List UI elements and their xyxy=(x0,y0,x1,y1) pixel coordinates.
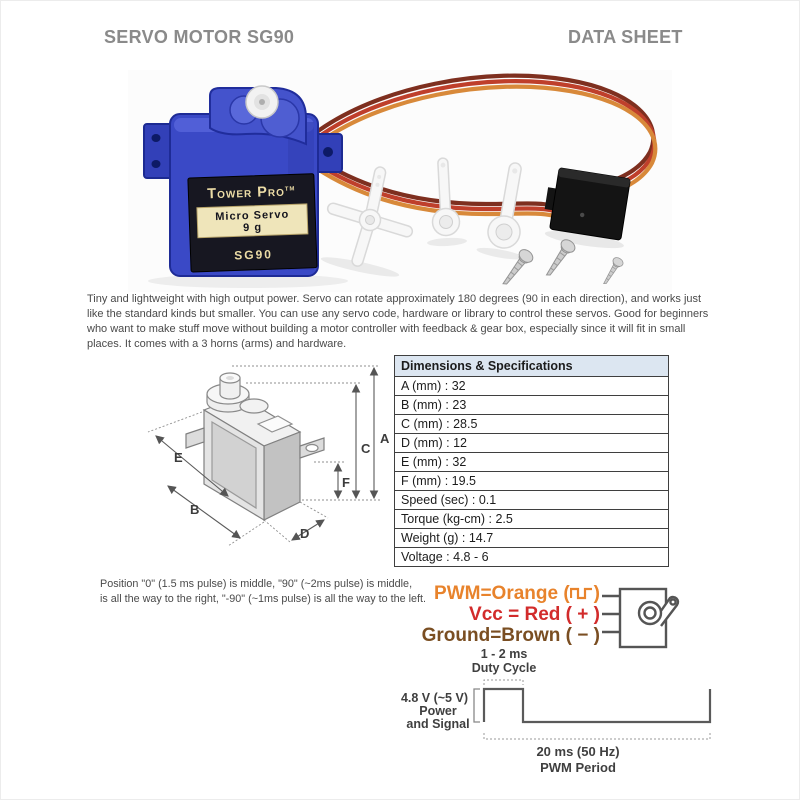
position-note-line1: Position "0" (1.5 ms pulse) is middle, "90" (~2ms pulse) is middle, xyxy=(100,578,413,590)
pwm-timing-diagram xyxy=(400,644,722,790)
spec-table-header: Dimensions & Specifications xyxy=(395,356,668,377)
duty-label: Duty Cycle xyxy=(471,661,537,675)
brand-text: Tower Pro xyxy=(206,183,286,203)
spec-table xyxy=(394,355,669,567)
spec-row-d: D (mm) : 12 xyxy=(395,434,668,453)
dim-label-d: D xyxy=(300,526,310,541)
wiring-ground-line: Ground=Brown ( − ) xyxy=(421,625,600,646)
voltage-value: 4.8 V (~5 V) xyxy=(400,691,468,705)
period-label: PWM Period xyxy=(540,760,616,775)
spec-row-weight: Weight (g) : 14.7 xyxy=(395,529,668,548)
dim-label-e: E xyxy=(174,450,183,465)
description-paragraph: Tiny and lightweight with high output power. Servo can rotate approximately 180 degrees (90 in each direction), and works just like the standard kinds but smaller. You can use any servo code, hardware or library to control these servos. Good for beginners who want to make stuff move without building a motor controller with feedback & gear box, especially since it will fit in small places. It comes with a 3 horns (arms) and hardware. xyxy=(87,293,709,350)
dim-label-a: A xyxy=(380,431,390,446)
pwm-pulse-icon xyxy=(570,586,594,600)
spec-row-a: A (mm) : 32 xyxy=(395,377,668,396)
duty-bracket xyxy=(484,680,523,685)
period-value: 20 ms (50 Hz) xyxy=(536,744,620,759)
spec-row-voltage: Voltage : 4.8 - 6 xyxy=(401,550,489,564)
position-note-line2: is all the way to the right, "-90" (~1ms pulse) is all the way to the left. xyxy=(100,592,427,605)
output-shaft xyxy=(246,86,278,118)
duty-value: 1 - 2 ms xyxy=(480,647,528,661)
spec-row-torque: Torque (kg-cm) : 2.5 xyxy=(395,510,668,529)
period-bracket xyxy=(484,733,710,739)
wiring-vcc-line: Vcc = Red ( + ) xyxy=(469,604,600,625)
spec-row-b: B (mm) : 23 xyxy=(395,396,668,415)
page-subtitle: DATA SHEET xyxy=(568,27,683,47)
spec-row-c: C (mm) : 28.5 xyxy=(395,415,668,434)
label-product: Micro Servo xyxy=(215,208,290,224)
servo-label xyxy=(188,174,317,272)
spec-row-speed: Speed (sec) : 0.1 xyxy=(395,491,668,510)
voltage-bracket xyxy=(474,689,480,722)
position-note xyxy=(100,577,426,606)
label-model: SG90 xyxy=(234,247,274,263)
pwm-waveform xyxy=(484,689,710,722)
dim-label-c: C xyxy=(361,441,371,456)
svg-text:Tower ProTM xyxy=(207,183,296,202)
gear-cylinders xyxy=(207,373,268,413)
servo-isometric-drawing xyxy=(186,373,324,520)
page-title: SERVO MOTOR SG90 xyxy=(104,27,295,47)
wiring-pwm-text: PWM=Orange ( xyxy=(434,583,570,604)
dim-label-b: B xyxy=(190,502,200,517)
voltage-label-1: Power xyxy=(419,704,457,718)
dim-label-f: F xyxy=(342,475,350,490)
spec-row-f: F (mm) : 19.5 xyxy=(395,472,668,491)
brand-tm: TM xyxy=(284,186,296,193)
label-weight: 9 g xyxy=(242,221,263,235)
spec-row-e: E (mm) : 32 xyxy=(395,453,668,472)
voltage-label-2: and Signal xyxy=(406,717,470,731)
wiring-legend xyxy=(400,583,600,646)
dimension-diagram xyxy=(128,350,400,568)
wiring-pwm-line xyxy=(400,583,600,604)
wiring-pwm-close: ) xyxy=(593,583,600,604)
product-photo xyxy=(128,70,672,292)
